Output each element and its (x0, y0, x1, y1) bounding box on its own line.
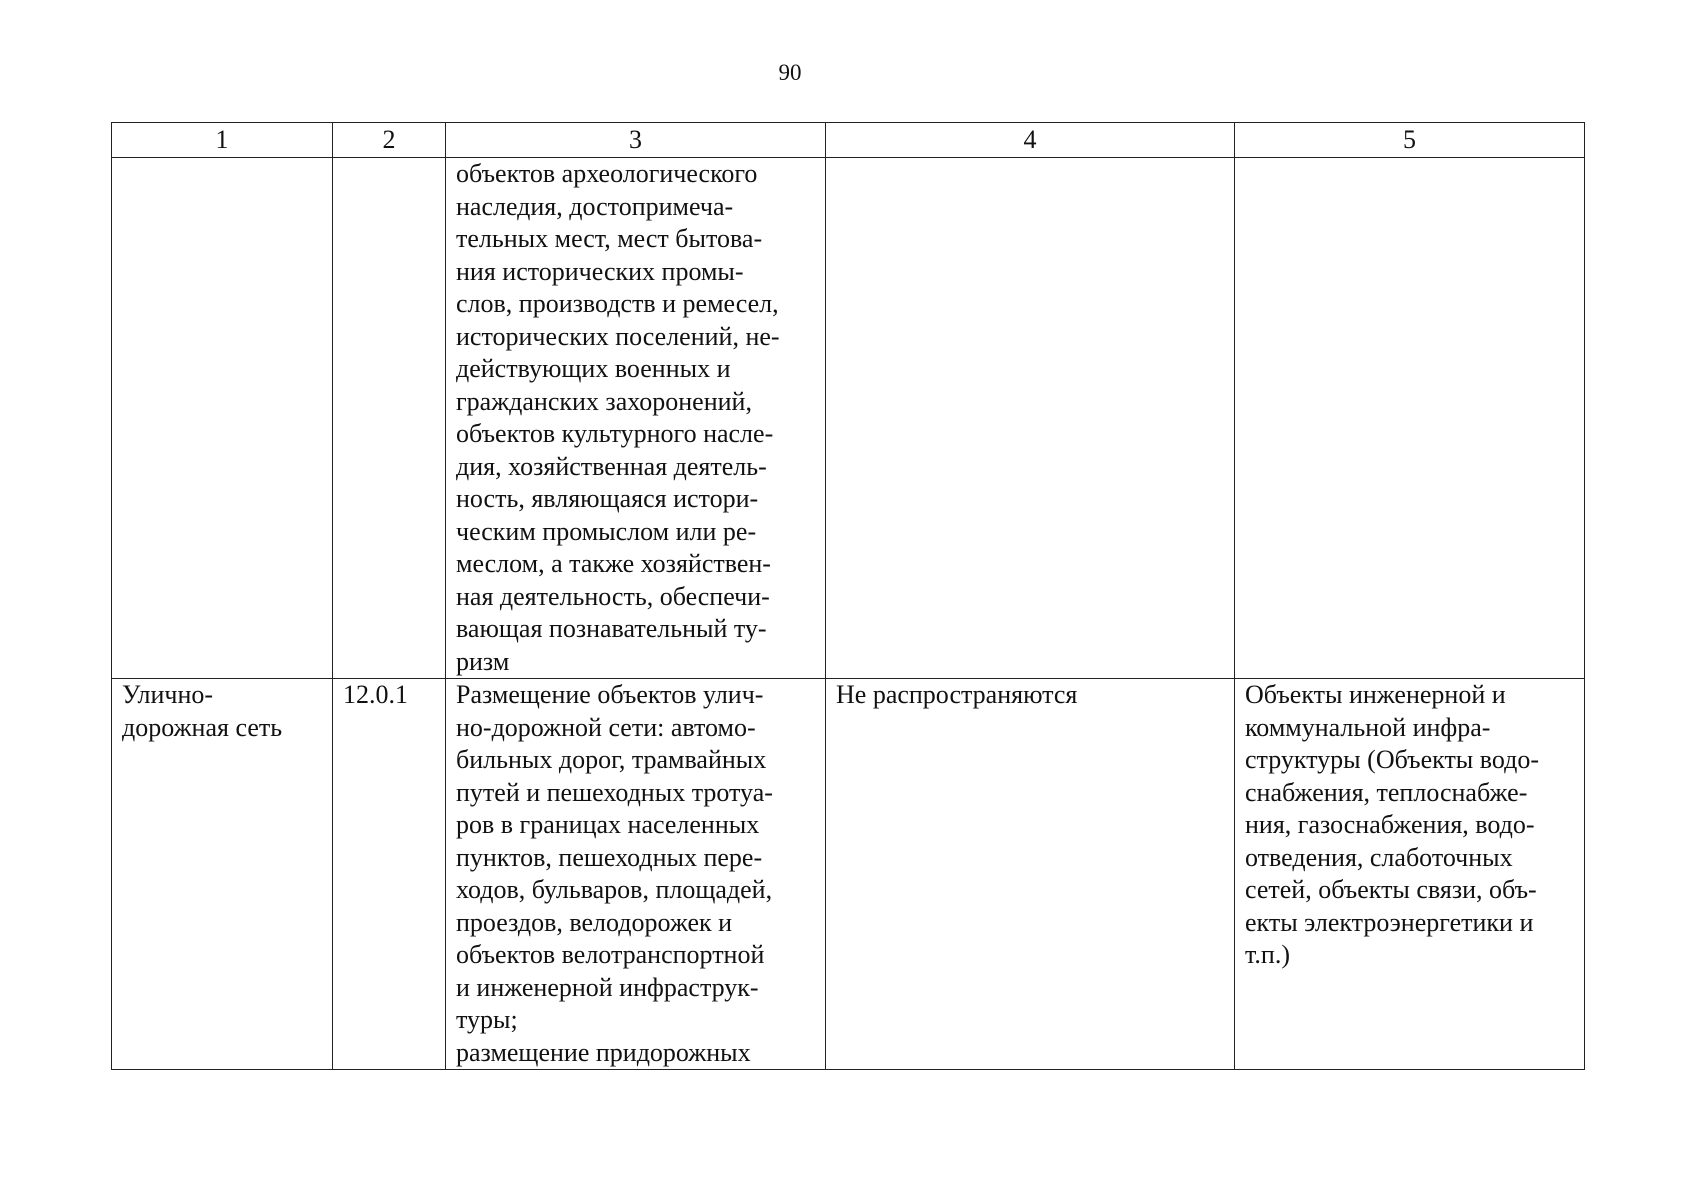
header-col-1: 1 (112, 123, 333, 158)
text-line: объектов культурного насле- (456, 419, 774, 448)
text-line: ходов, бульваров, площадей, (456, 875, 773, 904)
text-line: и инженерной инфраструк- (456, 972, 759, 1002)
header-col-3: 3 (446, 123, 826, 158)
text-line: вающая познавательный ту- (456, 614, 767, 643)
header-col-2: 2 (333, 123, 446, 158)
row2-col1 (112, 679, 333, 1070)
text-line: действующих военных и (456, 354, 731, 383)
row1-col3 (446, 158, 826, 679)
text-line: бильных дорог, трамвайных (456, 745, 767, 774)
text-line: Объекты инженерной и (1245, 680, 1506, 709)
row2-col2: 12.0.1 (333, 679, 446, 1070)
text-line: отведения, слаботочных (1245, 842, 1513, 872)
text-line: объектов велотранспортной (456, 940, 765, 969)
text-line: ния исторических промы- (456, 256, 744, 286)
text-line: ная деятельность, обеспечи- (456, 581, 770, 611)
text-line: туры; (456, 1005, 518, 1034)
text-line: екты электроэнергетики и (1245, 907, 1534, 937)
text-line: дия, хозяйственная деятель- (456, 451, 767, 481)
row1-col5 (1235, 158, 1585, 679)
text-line: Улично- (122, 680, 214, 709)
text-line: снабжения, теплоснабже- (1245, 777, 1528, 807)
text-line: дорожная сеть (122, 712, 283, 742)
text-line: наследия, достопримеча- (456, 191, 734, 221)
text-line: путей и пешеходных тротуа- (456, 777, 773, 807)
text-line: коммунальной инфра- (1245, 712, 1491, 742)
row2-col5 (1235, 679, 1585, 1070)
text-line: ческим промыслом или ре- (456, 516, 757, 546)
text-line: ность, являющаяся истори- (456, 484, 759, 513)
text-line: меслом, а также хозяйствен- (456, 549, 771, 578)
table-row (112, 158, 1585, 679)
text-line: пунктов, пешеходных пере- (456, 842, 763, 872)
text-line: гражданских захоронений, (456, 386, 752, 416)
text-line: Размещение объектов улич- (456, 680, 764, 709)
table-row (112, 679, 1585, 1070)
row2-col4: Не распространяются (826, 679, 1235, 1070)
page-number: 90 (778, 60, 802, 85)
row1-col2 (333, 158, 446, 679)
text-line: структуры (Объекты водо- (1245, 745, 1540, 774)
row2-col3 (446, 679, 826, 1070)
text-line: ров в границах населенных (456, 810, 760, 839)
regulations-table (111, 122, 1585, 1070)
text-line: слов, производств и ремесел, (456, 289, 779, 318)
text-line: но-дорожной сети: автомо- (456, 712, 756, 742)
text-line: ризм (456, 646, 510, 676)
text-line: ния, газоснабжения, водо- (1245, 810, 1535, 839)
text-line: сетей, объекты связи, объ- (1245, 875, 1537, 904)
text-line: исторических поселений, не- (456, 321, 780, 351)
row1-col1 (112, 158, 333, 679)
header-col-5: 5 (1235, 123, 1585, 158)
text-line: тельных мест, мест бытова- (456, 224, 763, 253)
row1-col4 (826, 158, 1235, 679)
text-line: объектов археологического (456, 159, 758, 188)
text-line: размещение придорожных (456, 1037, 751, 1067)
header-row (112, 123, 1585, 158)
text-line: проездов, велодорожек и (456, 907, 733, 937)
text-line: т.п.) (1245, 940, 1290, 969)
header-col-4: 4 (826, 123, 1235, 158)
